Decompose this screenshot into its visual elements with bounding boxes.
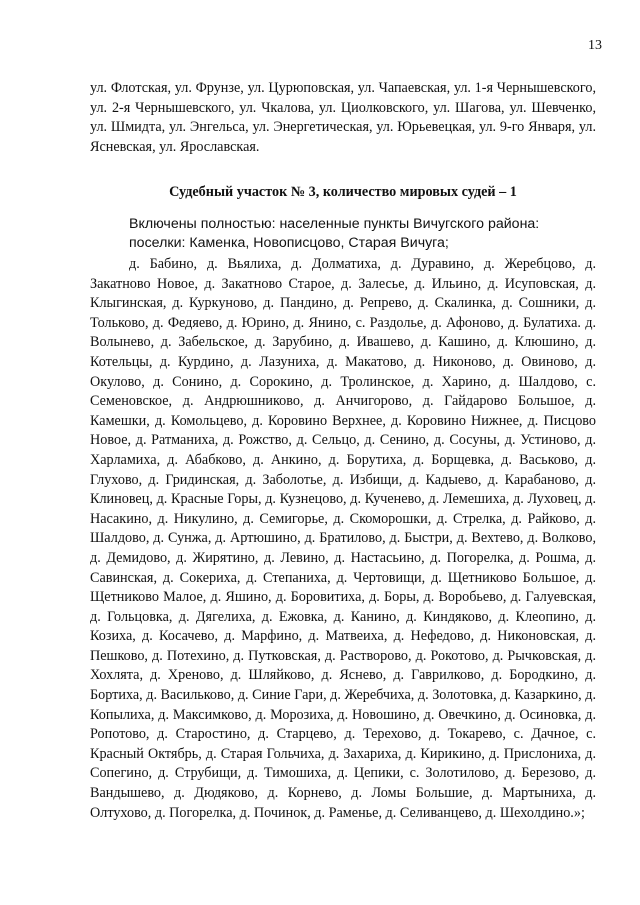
included-line: Включены полностью: населенные пункты Вичугского района:: [129, 216, 540, 232]
settlements-line: поселки: Каменка, Новописцово, Старая Вичуга;: [129, 235, 449, 251]
villages-paragraph: д. Бабино, д. Вьялиха, д. Долматиха, д. Дуравино, д. Жеребцово, д. Закатново Новое, д. Закатново Старое, д. Залесье, д. Ильино, д. Исуповская, д. Клыгинская, д. Куркуново, д. Пандино, д. Репрево, д. Скалинка, д. Сошники, д. Тольково, д. Федяево, д. Юрино, д. Янино, с. Раздолье, д. Афоново, д. Булатиха. д. Волынево, д. Забельское, д. Зарубино, д. Ивашево, д. Кашино, д. Клюшино, д. Котельцы, д. Курдино, д. Лазуниха, д. Макатово, д. Никоново, д. Овиново, д. Окулово, д. Сонино, д. Сорокино, д. Тролинское, д. Харино, д. Шалдово, с. Семеновское, д. Андрюшниково, д. Анчигорово, д. Гайдарово Большое, д. Камешки, д. Комольцево, д. Коровино Верхнее, д. Коровино Нижнее, д. Писцово Новое, д. Ратманиха, д. Рожство, д. Сельцо, д. Сенино, д. Сосуны, д. Устиново, д. Харламиха, д. Абабково, д. Анкино, д. Борутиха, д. Борщевка, д. Васьково, д. Глухово, д. Гридинская, д. Заболотье, д. Избищи, д. Кадыево, д. Карабаново, д. Клиновец, д. Красные Горы, д. Кузнецово, д. Кученево, д. Лемешиха, д. Луховец, д. Насакино, д. Никулино, д. Семигорье, д. Скоморошки, д. Стрелка, д. Райково, д. Шалдово, д. Сунжа, д. Артюшино, д. Братилово, д. Быстри, д. Вехтево, д. Волково, д. Демидово, д. Жирятино, д. Левино, д. Настасьино, д. Погорелка, д. Рошма, д. Савинская, д. Сокериха, д. Степаниха, д. Чертовищи, д. Щетниково Большое, д. Щетниково Малое, д. Яшино, д. Боровитиха, д. Боры, д. Воробьево, д. Галуевская, д. Гольцовка, д. Дягелиха, д. Ежовка, д. Канино, д. Киндяково, д. Клеопино, д. Козиха, д. Косачево, д. Марфино, д. Матвеиха, д. Нефедово, д. Никоновская, д. Пешково, д. Потехино, д. Путковская, д. Растворово, д. Рокотово, д. Рычковская, д. Хохлята, д. Хреново, д. Шляйково, д. Яснево, д. Гаврилково, д. Бородкино, д. Бортиха, д. Васильково, д. Синие Гари, д. Жеребчиха, д. Золотовка, д. Казаркино, д. Копылиха, д. Максимково, д. Морозиха, д. Новошино, д. Овечкино, д. Осиновка, д. Ропотово, д. Старостино, д. Старцево, д. Терехово, д. Токарево, с. Дачное, с. Красный Октябрь, д. Старая Гольчиха, д. Захариха, д. Кирикино, д. Прислониха, д. Сопегино, д. Струбищи, д. Тимошиха, д. Цепики, с. Золотилово, д. Березово, д. Вандышево, д. Дюдяково, д. Корнево, д. Ломы Большие, д. Мартыниха, д. Олтухово, д. Погорелка, д. Починок, д. Раменье, д. Селиванцево, д. Шехолдино.»;: [90, 256, 596, 821]
page-number: 13: [588, 38, 602, 53]
section-heading: Судебный участок № 3, количество мировых судей – 1: [169, 184, 517, 200]
streets-paragraph: ул. Флотская, ул. Фрунзе, ул. Цурюповская, ул. Чапаевская, ул. 1-я Чернышевского, ул. 2-я Чернышевского, ул. Чкалова, ул. Циолковского, ул. Шагова, ул. Шевченко, ул. Шмидта, ул. Энгельса, ул. Энергетическая, ул. Юрьевецкая, ул. 9-го Января, ул. Ясневская, ул. Ярославская.: [90, 80, 596, 155]
